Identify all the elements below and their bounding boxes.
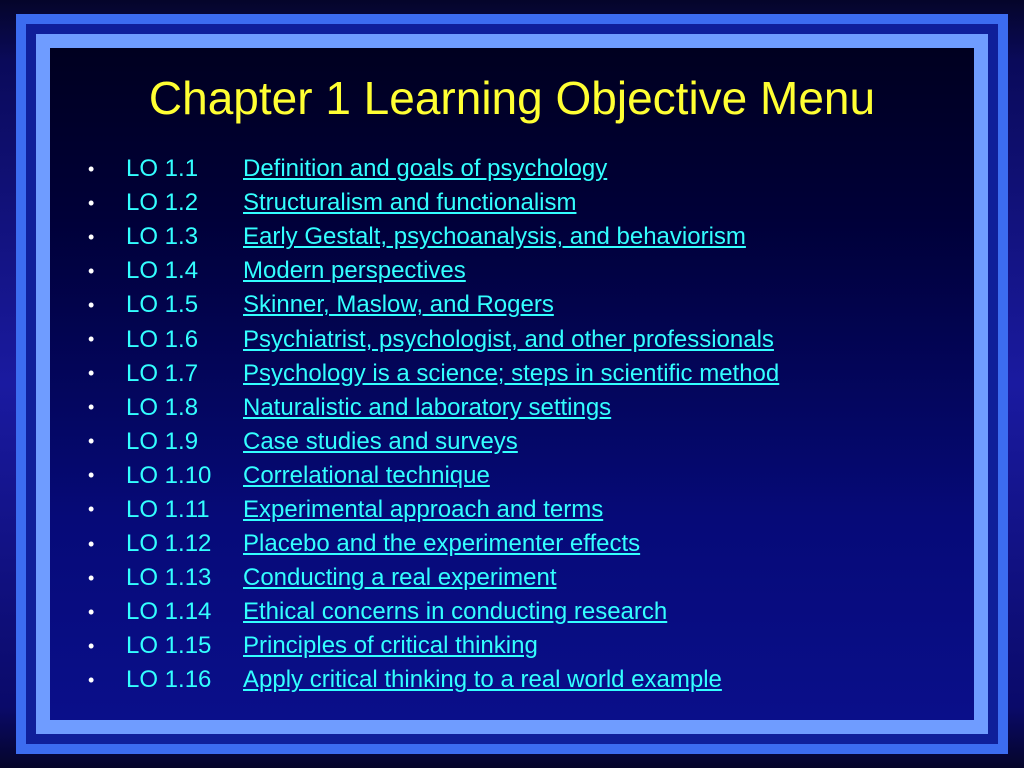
bullet-icon: • bbox=[88, 158, 95, 179]
learning-objective-label: Placebo and the experimenter effects bbox=[243, 530, 641, 558]
learning-objective-code: LO 1.10 bbox=[126, 461, 212, 489]
learning-objective-link[interactable] bbox=[126, 257, 466, 285]
list-item bbox=[88, 357, 958, 391]
bullet-icon: • bbox=[88, 567, 95, 588]
list-item bbox=[88, 595, 958, 629]
bullet-icon: • bbox=[88, 533, 95, 554]
bullet-icon: • bbox=[88, 226, 95, 247]
list-item bbox=[88, 629, 958, 663]
list-item bbox=[88, 288, 958, 322]
learning-objective-code: LO 1.8 bbox=[126, 393, 199, 421]
learning-objective-label: Experimental approach and terms bbox=[243, 495, 604, 523]
list-item bbox=[88, 322, 958, 356]
learning-objective-link[interactable] bbox=[126, 666, 722, 694]
learning-objective-link[interactable] bbox=[126, 360, 779, 388]
learning-objective-label: Ethical concerns in conducting research bbox=[243, 598, 668, 626]
slide-frame-middle bbox=[26, 24, 998, 744]
learning-objective-label: Early Gestalt, psychoanalysis, and behaviorism bbox=[243, 223, 746, 251]
learning-objective-link[interactable] bbox=[126, 326, 774, 354]
list-item bbox=[88, 459, 958, 493]
list-item bbox=[88, 391, 958, 425]
slide-frame-outer bbox=[16, 14, 1008, 754]
list-item bbox=[88, 663, 958, 697]
learning-objective-link[interactable] bbox=[126, 496, 603, 524]
bullet-icon: • bbox=[88, 635, 95, 656]
learning-objective-code: LO 1.1 bbox=[126, 155, 199, 183]
learning-objective-code: LO 1.3 bbox=[126, 223, 199, 251]
bullet-icon: • bbox=[88, 397, 95, 418]
list-item bbox=[88, 493, 958, 527]
bullet-icon: • bbox=[88, 499, 95, 520]
list-item bbox=[88, 561, 958, 595]
list-item bbox=[88, 254, 958, 288]
learning-objective-label: Conducting a real experiment bbox=[243, 564, 557, 592]
list-item bbox=[88, 425, 958, 459]
learning-objective-code: LO 1.2 bbox=[126, 189, 199, 217]
list-item bbox=[88, 186, 958, 220]
list-item bbox=[88, 220, 958, 254]
bullet-icon: • bbox=[88, 260, 95, 281]
learning-objective-link[interactable] bbox=[126, 394, 611, 422]
learning-objective-label: Principles of critical thinking bbox=[243, 632, 538, 660]
learning-objective-code: LO 1.12 bbox=[126, 530, 212, 558]
learning-objective-code: LO 1.5 bbox=[126, 291, 199, 319]
learning-objective-label: Definition and goals of psychology bbox=[243, 155, 608, 183]
learning-objective-link[interactable] bbox=[126, 189, 576, 217]
learning-objective-link[interactable] bbox=[126, 155, 607, 183]
learning-objective-code: LO 1.7 bbox=[126, 359, 199, 387]
learning-objective-label: Psychology is a science; steps in scientific method bbox=[243, 359, 780, 387]
bullet-icon: • bbox=[88, 601, 95, 622]
learning-objective-code: LO 1.6 bbox=[126, 325, 199, 353]
slide-title: Chapter 1 Learning Objective Menu bbox=[148, 72, 876, 124]
learning-objective-link[interactable] bbox=[126, 530, 640, 558]
list-item bbox=[88, 527, 958, 561]
bullet-icon: • bbox=[88, 465, 95, 486]
learning-objective-link[interactable] bbox=[126, 428, 518, 456]
learning-objective-label: Case studies and surveys bbox=[243, 427, 518, 455]
learning-objective-label: Naturalistic and laboratory settings bbox=[243, 393, 612, 421]
learning-objective-code: LO 1.4 bbox=[126, 257, 199, 285]
slide-frame-inner bbox=[36, 34, 988, 734]
learning-objective-link[interactable] bbox=[126, 564, 557, 592]
learning-objective-code: LO 1.14 bbox=[126, 598, 212, 626]
bullet-icon: • bbox=[88, 329, 95, 350]
learning-objective-code: LO 1.16 bbox=[126, 666, 212, 694]
learning-objective-label: Modern perspectives bbox=[243, 257, 466, 285]
learning-objective-code: LO 1.11 bbox=[126, 495, 210, 523]
learning-objective-code: LO 1.13 bbox=[126, 564, 212, 592]
learning-objective-link[interactable] bbox=[126, 223, 746, 251]
learning-objective-list bbox=[88, 152, 958, 698]
learning-objective-label: Skinner, Maslow, and Rogers bbox=[243, 291, 554, 319]
bullet-icon: • bbox=[88, 669, 95, 690]
learning-objective-link[interactable] bbox=[126, 598, 667, 626]
learning-objective-link[interactable] bbox=[126, 632, 538, 660]
learning-objective-link[interactable] bbox=[126, 462, 490, 490]
learning-objective-label: Apply critical thinking to a real world example bbox=[243, 666, 722, 694]
bullet-icon: • bbox=[88, 294, 95, 315]
learning-objective-link[interactable] bbox=[126, 291, 554, 319]
learning-objective-code: LO 1.15 bbox=[126, 632, 212, 660]
learning-objective-label: Psychiatrist, psychologist, and other professionals bbox=[243, 325, 774, 353]
bullet-icon: • bbox=[88, 431, 95, 452]
learning-objective-label: Correlational technique bbox=[243, 461, 490, 489]
learning-objective-label: Structuralism and functionalism bbox=[243, 189, 577, 217]
bullet-icon: • bbox=[88, 192, 95, 213]
slide-content bbox=[50, 48, 974, 720]
bullet-icon: • bbox=[88, 363, 95, 384]
list-item bbox=[88, 152, 958, 186]
learning-objective-code: LO 1.9 bbox=[126, 427, 199, 455]
